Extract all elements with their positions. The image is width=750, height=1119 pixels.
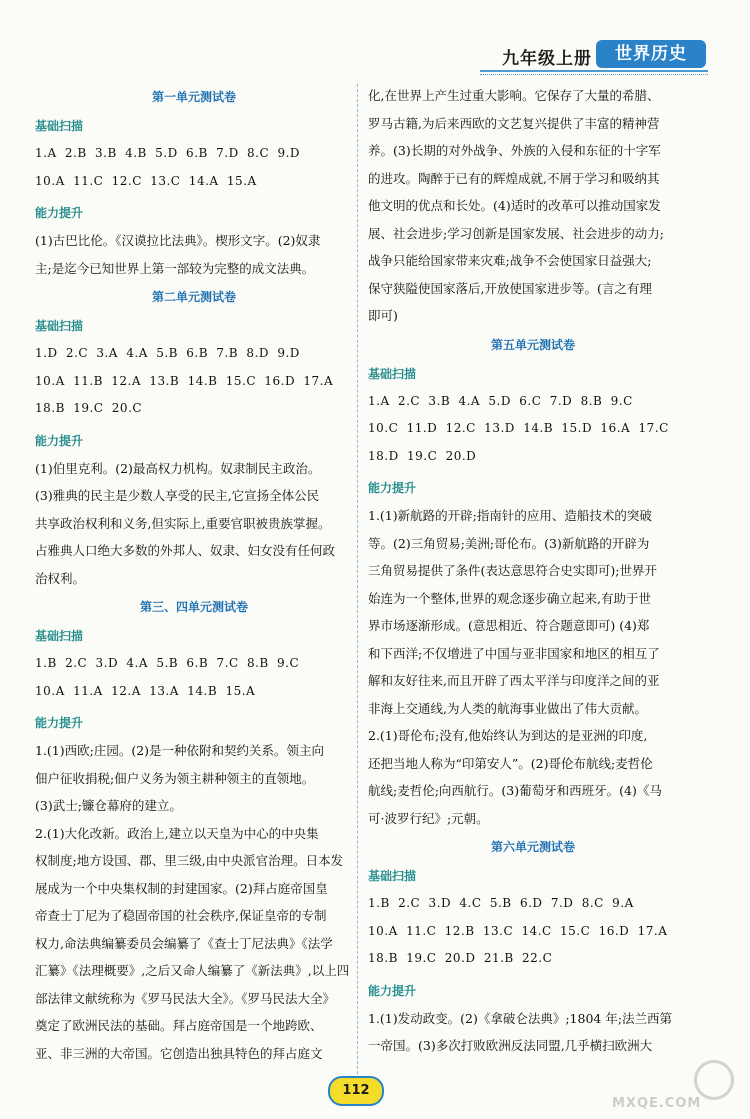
left-answer-line: 1.B 2.C 3.D 4.A 5.B 6.B 7.C 8.B 9.C bbox=[35, 656, 300, 670]
right-section-title: 基础扫描 bbox=[368, 869, 417, 883]
right-text-line: 战争只能给国家带来灾难;战争不会使国家日益强大; bbox=[368, 253, 652, 268]
header-rule bbox=[480, 70, 708, 72]
right-text-line: 罗马古籍,为后来西欧的文艺复兴提供了丰富的精神营 bbox=[368, 115, 660, 131]
right-answer-line: 1.A 2.C 3.B 4.A 5.D 6.C 7.D 8.B 9.C bbox=[368, 393, 633, 408]
left-text-line: 帝查士丁尼为了稳固帝国的社会秩序,保证皇帝的专制 bbox=[35, 908, 327, 923]
right-text-line: 一帝国。(3)多次打败欧洲反法同盟,几乎横扫欧洲大 bbox=[368, 1038, 653, 1053]
left-text-line: (1)古巴比伦。《汉谟拉比法典》。楔形文字。(2)奴隶 bbox=[35, 233, 321, 248]
left-text-line: (1)伯里克利。(2)最高权力机构。奴隶制民主政治。 bbox=[35, 460, 321, 476]
left-text-line: 佃户征收捐税;佃户义务为领主耕种领主的直领地。 bbox=[35, 770, 315, 786]
page-number: 112 bbox=[328, 1076, 384, 1106]
right-text-line: 还把当地人称为“印第安人”。(2)哥伦布航线;麦哲伦 bbox=[368, 755, 653, 771]
left-answer-line: 1.D 2.C 3.A 4.A 5.B 6.B 7.B 8.D 9.D bbox=[35, 346, 300, 360]
left-text-line: (3)武士;镰仓幕府的建立。 bbox=[35, 798, 182, 813]
right-section-title: 能力提升 bbox=[368, 983, 417, 998]
left-text-line: 奠定了欧洲民法的基础。拜占庭帝国是一个地跨欧、 bbox=[35, 1018, 323, 1033]
right-text-line: 的进攻。陶醉于已有的辉煌成就,不屑于学习和吸纳其 bbox=[368, 170, 660, 186]
left-answer-line: 10.A 11.B 12.A 13.B 14.B 15.C 16.D 17.A bbox=[35, 373, 334, 388]
subject-badge: 世界历史 bbox=[596, 40, 706, 68]
right-text-line: 解和友好往来,而且开辟了西太平洋与印度洋之间的亚 bbox=[368, 673, 660, 688]
right-text-line: 保守狭隘使国家落后,开放使国家进步等。(言之有理 bbox=[368, 280, 652, 296]
left-text-line: 亚、非三洲的大帝国。它创造出独具特色的拜占庭文 bbox=[35, 1045, 323, 1061]
column-divider bbox=[357, 84, 358, 1084]
left-section-title: 基础扫描 bbox=[35, 119, 84, 133]
right-text-line: 和下西洋;不仅增进了中国与亚非国家和地区的相互了 bbox=[368, 645, 660, 661]
left-unit-title: 第三、四单元测试卷 bbox=[139, 600, 248, 614]
right-text-line: 等。(2)三角贸易;美洲;哥伦布。(3)新航路的开辟为 bbox=[368, 535, 650, 551]
right-unit-title: 第六单元测试卷 bbox=[490, 840, 575, 854]
right-text-line: 界市场逐渐形成。(意思相近、符合题意即可) (4)郑 bbox=[368, 618, 650, 633]
left-text-line: 汇纂》《法理概要》,之后又命人编纂了《新法典》,以上四 bbox=[35, 963, 350, 978]
right-column bbox=[368, 82, 698, 1060]
left-text-line: 权制度;地方设国、郡、里三级,由中央派官治理。日本发 bbox=[35, 853, 344, 868]
left-section-title: 基础扫描 bbox=[35, 629, 84, 643]
right-answer-line: 18.D 19.C 20.D bbox=[368, 448, 477, 463]
right-answer-line: 10.C 11.D 12.C 13.D 14.B 15.D 16.A 17.C bbox=[368, 421, 669, 435]
left-section-title: 基础扫描 bbox=[35, 319, 84, 333]
left-section-title: 能力提升 bbox=[35, 433, 84, 448]
right-text-line: 2.(1)哥伦布;没有,他始终认为到达的是亚洲的印度, bbox=[368, 728, 648, 743]
left-answer-line: 10.A 11.A 12.A 13.A 14.B 15.A bbox=[35, 683, 256, 698]
left-text-line: (3)雅典的民主是少数人享受的民主,它宣扬全体公民 bbox=[35, 488, 320, 503]
left-column bbox=[35, 82, 353, 1067]
right-text-line: 展、社会进步;学习创新是国家发展、社会进步的动力; bbox=[368, 225, 664, 241]
right-text-line: 始连为一个整体,世界的观念逐步确立起来,有助于世 bbox=[368, 590, 651, 606]
right-unit-title: 第五单元测试卷 bbox=[490, 337, 575, 352]
left-text-line: 1.(1)西欧;庄园。(2)是一种依附和契约关系。领主向 bbox=[35, 743, 325, 758]
right-text-line: 即可) bbox=[368, 308, 398, 323]
right-text-line: 三角贸易提供了条件(表达意思符合史实即可);世界开 bbox=[368, 563, 657, 578]
left-answer-line: 1.A 2.B 3.B 4.B 5.D 6.B 7.D 8.C 9.D bbox=[35, 146, 301, 160]
left-text-line: 2.(1)大化改新。政治上,建立以天皇为中心的中央集 bbox=[35, 825, 319, 841]
left-section-title: 能力提升 bbox=[35, 206, 84, 220]
right-answer-line: 18.B 19.C 20.D 21.B 22.C bbox=[368, 951, 553, 965]
left-unit-title: 第一单元测试卷 bbox=[151, 90, 236, 104]
watermark-logo-icon bbox=[694, 1060, 734, 1100]
right-text-line: 1.(1)新航路的开辟;指南针的应用、造船技术的突破 bbox=[368, 508, 652, 523]
left-text-line: 主;是迄今已知世界上第一部较为完整的成文法典。 bbox=[35, 260, 315, 276]
right-section-title: 基础扫描 bbox=[368, 366, 417, 381]
right-answer-line: 10.A 11.C 12.B 13.C 14.C 15.C 16.D 17.A bbox=[368, 923, 668, 938]
grade-label: 九年级上册 bbox=[502, 49, 592, 69]
left-answer-line: 18.B 19.C 20.C bbox=[35, 401, 143, 415]
left-text-line: 共享政治权利和义务,但实际上,重要官职被贵族掌握。 bbox=[35, 515, 331, 531]
right-section-title: 能力提升 bbox=[368, 481, 417, 495]
left-text-line: 权力,命法典编纂委员会编纂了《查士丁尼法典》《法学 bbox=[35, 935, 333, 951]
header-rule-dotted bbox=[480, 74, 708, 75]
right-text-line: 他文明的优点和长处。(4)适时的改革可以推动国家发 bbox=[368, 198, 661, 213]
left-section-title: 能力提升 bbox=[35, 716, 84, 730]
right-text-line: 养。(3)长期的对外战争、外族的入侵和东征的十字军 bbox=[368, 143, 661, 158]
left-text-line: 展成为一个中央集权制的封建国家。(2)拜占庭帝国皇 bbox=[35, 880, 328, 896]
left-answer-line: 10.A 11.C 12.C 13.C 14.A 15.A bbox=[35, 173, 257, 188]
right-text-line: 航线;麦哲伦;向西航行。(3)葡萄牙和西班牙。(4)《马 bbox=[368, 783, 662, 798]
right-text-line: 化,在世界上产生过重大影响。它保存了大量的希腊、 bbox=[368, 88, 660, 103]
right-text-line: 1.(1)发动政变。(2)《拿破仑法典》;1804 年;法兰西第 bbox=[368, 1010, 673, 1026]
right-text-line: 可·波罗行纪》;元朝。 bbox=[368, 810, 489, 826]
left-text-line: 部法律文献统称为《罗马民法大全》。《罗马民法大全》 bbox=[35, 990, 336, 1006]
watermark bbox=[610, 1060, 740, 1112]
left-text-line: 治权利。 bbox=[35, 570, 86, 586]
left-unit-title: 第二单元测试卷 bbox=[151, 290, 236, 304]
right-text-line: 非海上交通线,为人类的航海事业做出了伟大贡献。 bbox=[368, 700, 647, 716]
right-answer-line: 1.B 2.C 3.D 4.C 5.B 6.D 7.D 8.C 9.A bbox=[368, 896, 634, 910]
watermark-text: MXQE.COM bbox=[612, 1096, 702, 1111]
left-text-line: 占雅典人口绝大多数的外邦人、奴隶、妇女没有任何政 bbox=[35, 543, 336, 558]
